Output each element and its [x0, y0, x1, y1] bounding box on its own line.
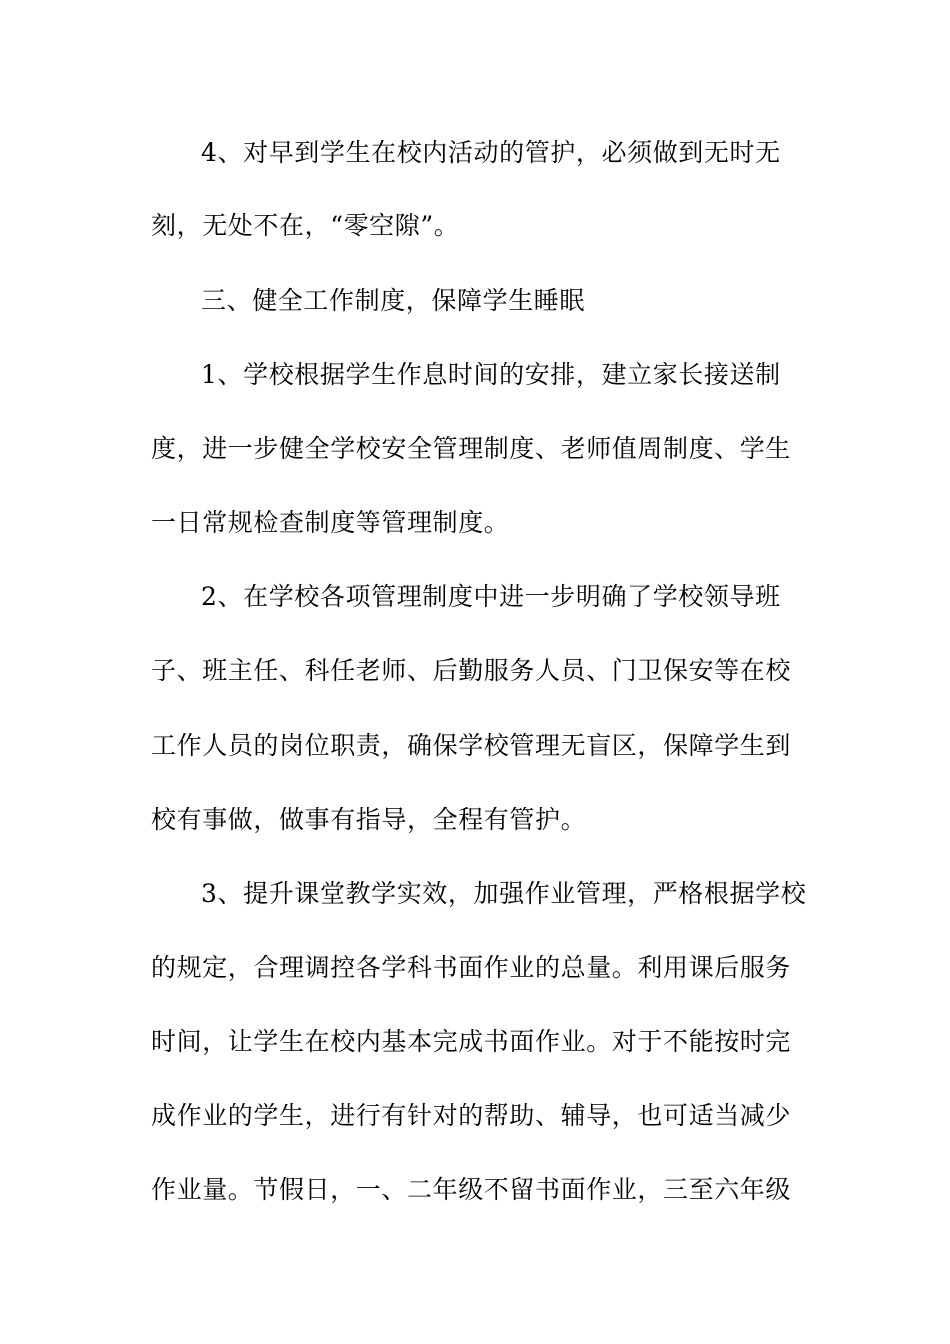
section-heading: 三、健全工作制度，保障学生睡眠 [201, 286, 586, 315]
text-line: 成作业的学生，进行有针对的帮助、辅导，也可适当减少 [151, 1101, 792, 1130]
text-line: 工作人员的岗位职责，确保学校管理无盲区，保障学生到 [151, 731, 792, 760]
text-line: 子、班主任、科任老师、后勤服务人员、门卫保安等在校 [151, 656, 792, 685]
text-line: 1、学校根据学生作息时间的安排，建立家长接送制 [201, 360, 781, 389]
text-line: 度，进一步健全学校安全管理制度、老师值周制度、学生 [151, 434, 792, 463]
text-line: 一日常规检查制度等管理制度。 [151, 508, 510, 537]
text-line: 3、提升课堂教学实效，加强作业管理，严格根据学校 [201, 879, 807, 908]
text-line: 4、对早到学生在校内活动的管护，必须做到无时无 [201, 138, 781, 167]
text-line: 作业量。节假日，一、二年级不留书面作业，三至六年级 [151, 1175, 792, 1204]
text-line: 校有事做，做事有指导，全程有管护。 [151, 805, 587, 834]
text-line: 刻，无处不在，“零空隙”。 [151, 211, 460, 240]
text-line: 2、在学校各项管理制度中进一步明确了学校领导班 [201, 582, 781, 611]
text-line: 时间，让学生在校内基本完成书面作业。对于不能按时完 [151, 1027, 792, 1056]
text-line: 的规定，合理调控各学科书面作业的总量。利用课后服务 [151, 953, 792, 982]
